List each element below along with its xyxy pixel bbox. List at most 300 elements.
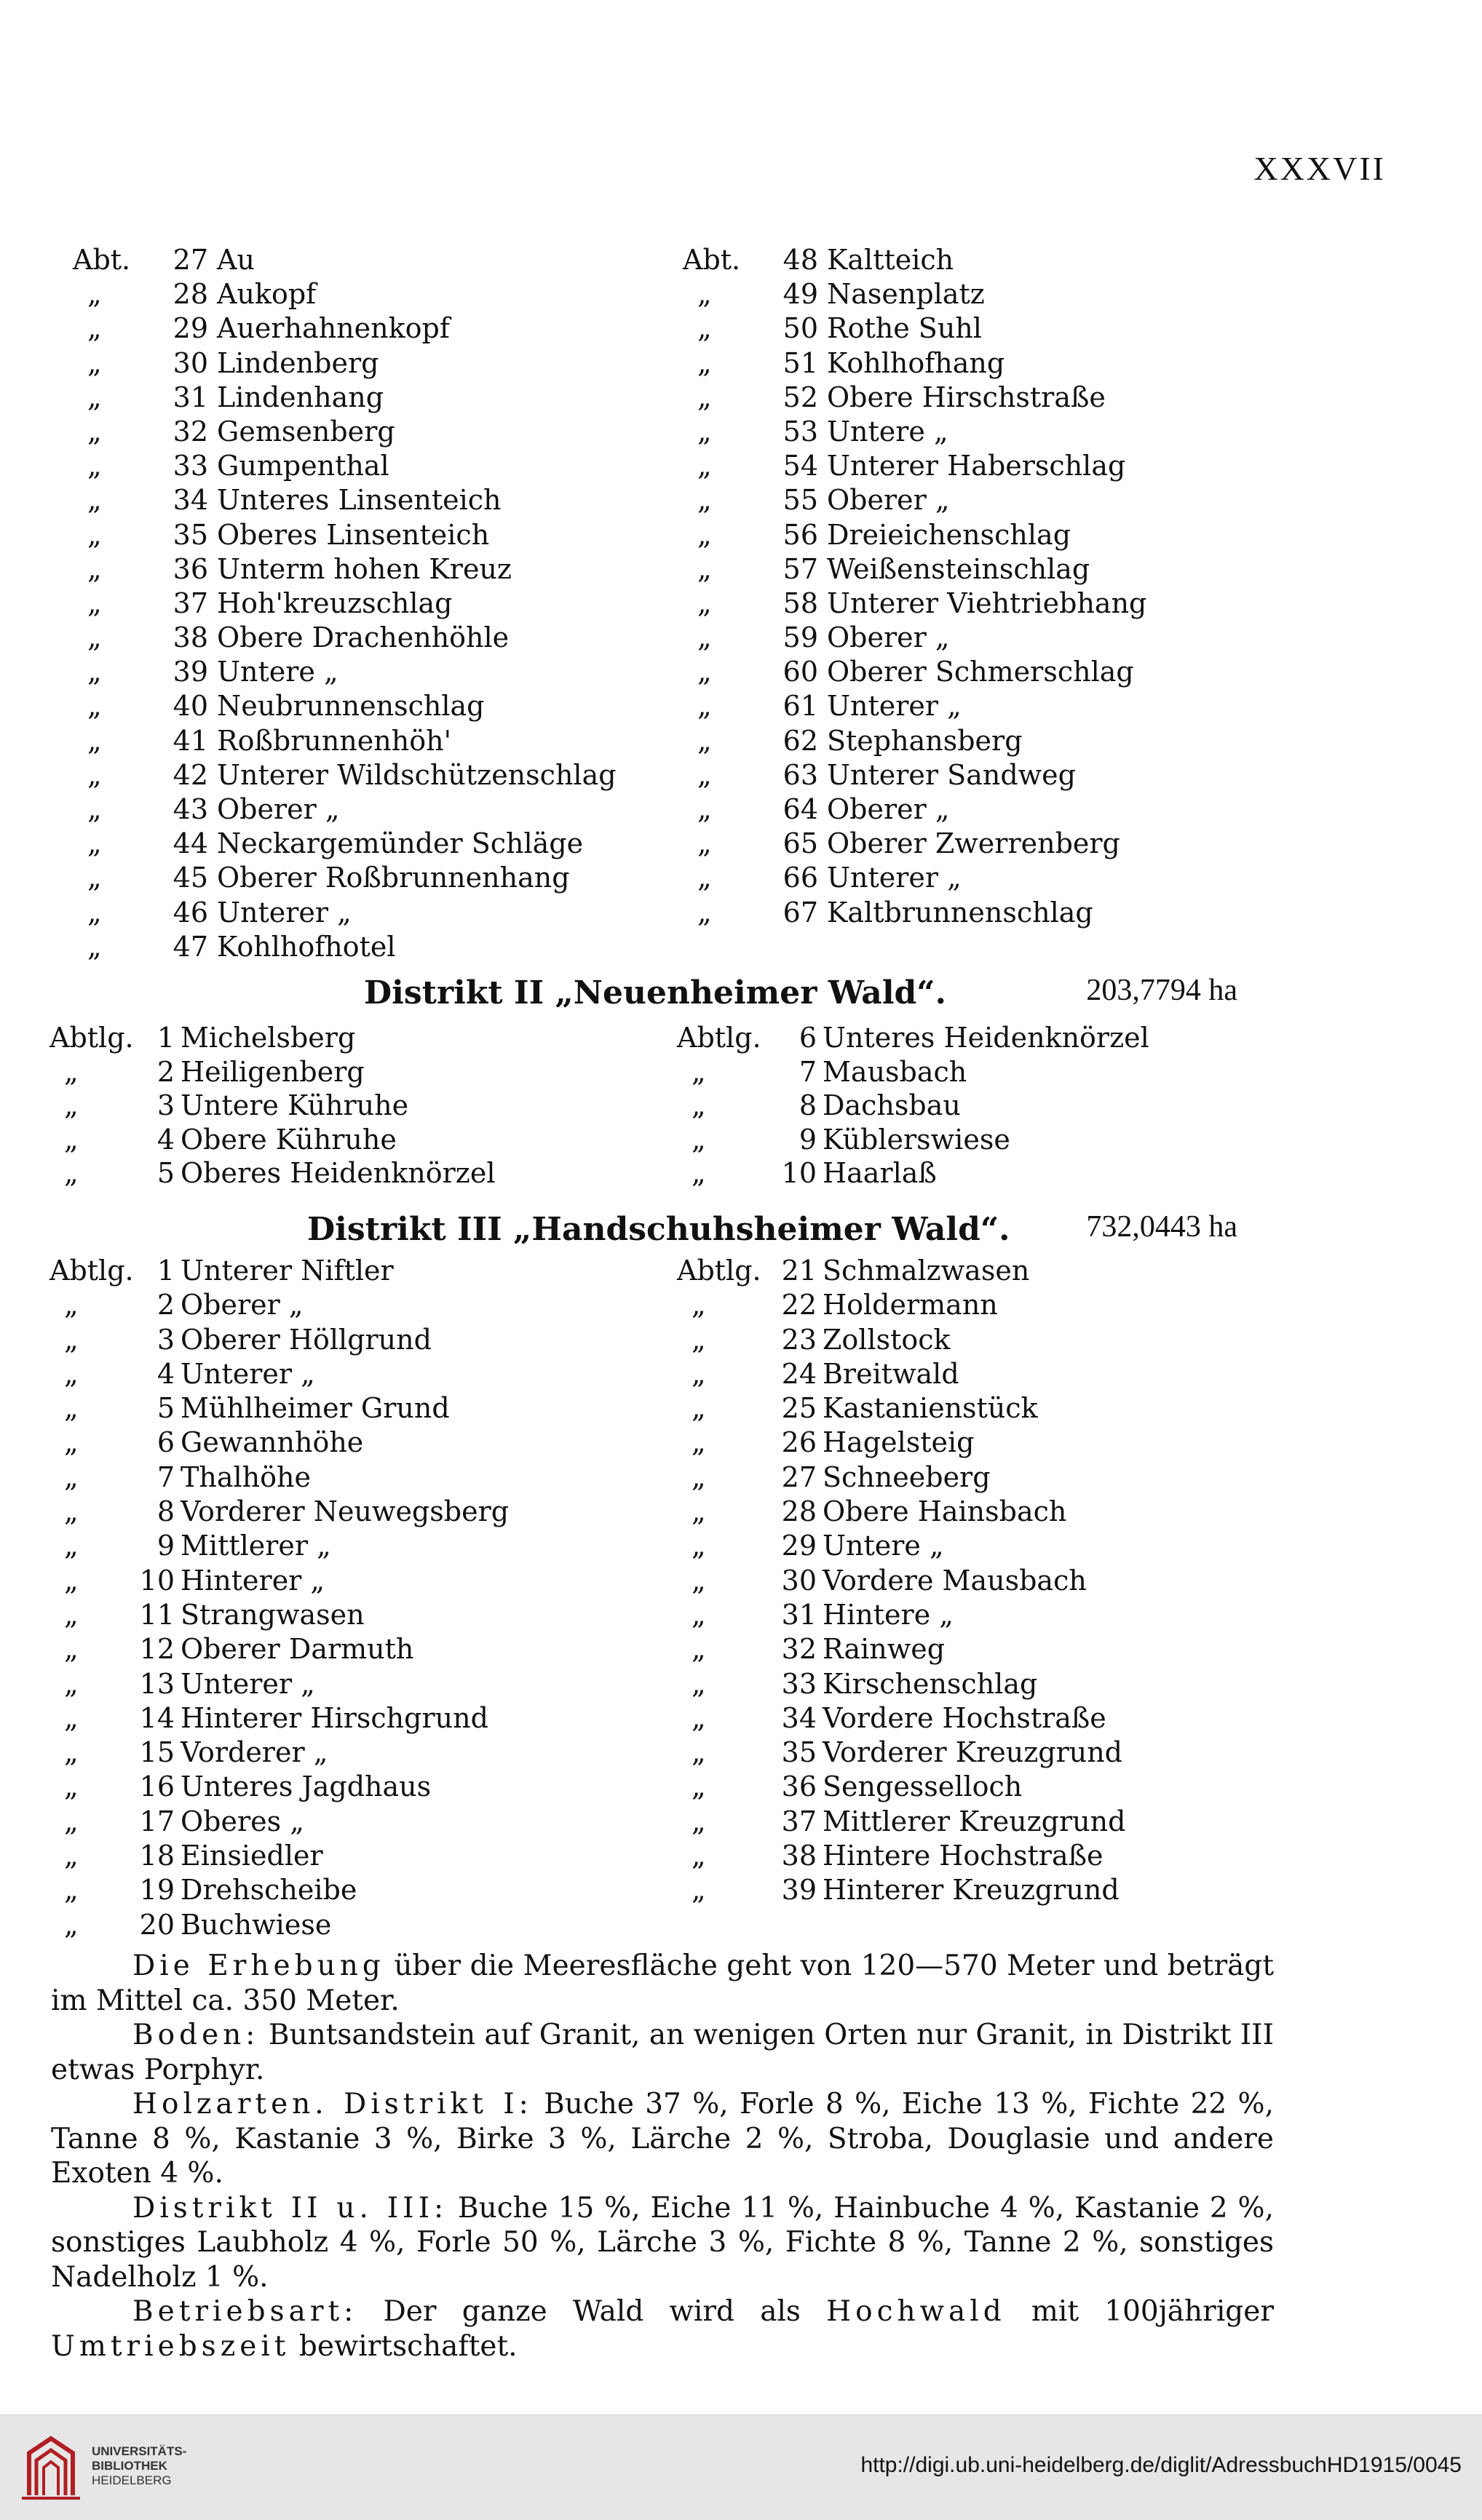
division-name: Unterer Haberschlag xyxy=(827,450,1126,482)
division-prefix: „ xyxy=(87,690,102,723)
division-prefix: „ xyxy=(697,896,712,929)
division-name: Dachsbau xyxy=(823,1089,961,1121)
division-prefix: „ xyxy=(697,690,712,723)
list-item xyxy=(683,759,1265,793)
list-item xyxy=(683,793,1265,827)
list-item xyxy=(49,1530,661,1564)
division-prefix: „ xyxy=(87,587,102,619)
list-item xyxy=(683,450,1265,484)
division-prefix: „ xyxy=(697,587,712,619)
division-name: Untere „ xyxy=(827,415,948,448)
division-number: 63 xyxy=(782,758,818,791)
division-number: 36 xyxy=(173,552,208,585)
boden-label: Boden: xyxy=(132,2019,260,2051)
division-number: 32 xyxy=(173,415,208,448)
division-prefix: „ xyxy=(87,656,102,688)
division-number: 20 xyxy=(139,1908,175,1941)
list-item xyxy=(683,725,1265,759)
division-name: Holdermann xyxy=(823,1289,998,1321)
betrieb-text-d: Umtriebszeit xyxy=(51,2329,290,2363)
list-item xyxy=(49,1022,632,1056)
division-prefix: „ xyxy=(692,1460,706,1493)
list-item xyxy=(677,1324,1274,1358)
division-name: Heiligenberg xyxy=(181,1055,365,1088)
division-name: Kohlhofhotel xyxy=(217,930,396,963)
division-name: Roßbrunnenhöh' xyxy=(217,724,452,757)
holzarten-text-2: Buche 15 %, Eiche 11 %, Hainbuche 4 %, Kastanie 2 %, sonstiges Laubholz 4 %, Forle 50 %, Lärche 3 %, Fichte 8 %, Tanne 2 %, sonstiges Nadelholz 1 %. xyxy=(51,2191,1274,2294)
division-name: Einsiedler xyxy=(181,1840,323,1872)
division-prefix: „ xyxy=(697,278,712,311)
division-prefix: „ xyxy=(64,1598,79,1631)
division-prefix: „ xyxy=(64,1089,79,1121)
list-item xyxy=(677,1530,1274,1564)
holzarten-label: Holzarten. Distrikt I: xyxy=(132,2088,533,2120)
list-item xyxy=(73,519,655,553)
division-prefix: „ xyxy=(64,1460,79,1493)
division-prefix: „ xyxy=(87,621,102,654)
division-name: Schneeberg xyxy=(823,1460,991,1493)
division-prefix: „ xyxy=(692,1530,706,1562)
division-prefix: Abt. xyxy=(683,244,741,276)
division-name: Weißensteinschlag xyxy=(827,552,1090,585)
list-item xyxy=(49,1089,632,1124)
division-name: Unterer „ xyxy=(827,862,962,894)
division-name: Au xyxy=(217,244,255,276)
division-number: 37 xyxy=(173,587,208,619)
list-item xyxy=(677,1874,1274,1908)
division-number: 49 xyxy=(782,278,818,311)
division-number: 27 xyxy=(173,244,208,276)
list-item xyxy=(677,1702,1274,1736)
division-number: 50 xyxy=(782,312,818,345)
division-number: 61 xyxy=(782,690,818,723)
division-number: 47 xyxy=(173,930,208,963)
division-number: 5 xyxy=(156,1157,175,1189)
list-item xyxy=(73,759,655,793)
betrieb-text-e: bewirtschaftet. xyxy=(290,2329,518,2363)
division-number: 42 xyxy=(173,758,208,791)
division-prefix: „ xyxy=(87,827,102,860)
division-name: Oberer Höllgrund xyxy=(181,1323,432,1356)
division-prefix: Abt. xyxy=(73,244,131,276)
division-prefix: „ xyxy=(697,724,712,757)
division-prefix: „ xyxy=(692,1633,706,1666)
distrikt2-title: Distrikt II „Neuenheimer Wald“. xyxy=(364,974,946,1011)
division-prefix: „ xyxy=(87,312,102,345)
division-name: Oberer „ xyxy=(181,1289,304,1321)
division-number: 29 xyxy=(781,1530,817,1562)
division-name: Untere „ xyxy=(823,1530,944,1562)
paragraph-erhebung xyxy=(51,1949,1274,2018)
division-prefix: „ xyxy=(697,450,712,482)
list-item xyxy=(49,1770,661,1805)
distrikt2-left-column xyxy=(49,1022,632,1191)
division-prefix: „ xyxy=(692,1874,706,1907)
division-number: 21 xyxy=(781,1255,817,1287)
division-prefix: „ xyxy=(87,278,102,311)
list-item xyxy=(677,1157,1259,1191)
division-prefix: „ xyxy=(64,1840,79,1872)
holzarten-text-1: Buche 37 %, Forle 8 %, Eiche 13 %, Fichte 22 %, Tanne 8 %, Kastanie 3 %, Birke 3 %, Lärche 2 %, Stroba, Douglasie und andere Exoten 4 %. xyxy=(51,2088,1274,2190)
division-number: 64 xyxy=(782,793,818,825)
division-name: Unterer Sandweg xyxy=(827,758,1076,791)
division-number: 12 xyxy=(139,1633,175,1666)
list-item xyxy=(683,278,1265,312)
division-number: 14 xyxy=(139,1701,175,1734)
division-number: 9 xyxy=(156,1530,175,1562)
division-prefix: „ xyxy=(64,1357,79,1390)
division-number: 43 xyxy=(173,793,208,825)
erhebung-label: Die Erhebung xyxy=(132,1949,385,1982)
division-name: Unterer „ xyxy=(827,690,962,723)
division-number: 56 xyxy=(782,518,818,551)
list-item xyxy=(73,278,655,312)
division-name: Neubrunnenschlag xyxy=(217,690,485,723)
division-name: Vorderer Kreuzgrund xyxy=(823,1736,1123,1769)
division-name: Haarlaß xyxy=(823,1157,937,1189)
list-item xyxy=(677,1461,1274,1495)
division-name: Breitwald xyxy=(823,1357,959,1390)
division-number: 27 xyxy=(781,1460,817,1493)
division-number: 44 xyxy=(173,827,208,860)
list-item xyxy=(677,1358,1274,1392)
list-item xyxy=(677,1495,1274,1530)
boden-text: Buntsandstein auf Granit, an wenigen Orten nur Granit, in Distrikt III etwas Porphyr. xyxy=(51,2019,1274,2086)
division-number: 59 xyxy=(782,621,818,654)
list-item xyxy=(677,1599,1274,1633)
holzarten-2-label: Distrikt II u. III: xyxy=(132,2191,448,2225)
division-name: Buchwiese xyxy=(181,1908,332,1941)
list-item xyxy=(49,1289,661,1323)
division-number: 38 xyxy=(781,1840,817,1872)
division-number: 24 xyxy=(781,1357,817,1390)
list-item xyxy=(677,1633,1274,1667)
library-line-3: HEIDELBERG xyxy=(92,2473,172,2487)
division-number: 17 xyxy=(139,1805,175,1837)
division-prefix: „ xyxy=(697,415,712,448)
list-item xyxy=(49,1805,661,1840)
division-prefix: „ xyxy=(692,1055,706,1088)
division-prefix: „ xyxy=(87,724,102,757)
division-number: 13 xyxy=(139,1667,175,1700)
division-name: Strangwasen xyxy=(181,1598,365,1631)
division-number: 32 xyxy=(781,1633,817,1666)
division-name: Rainweg xyxy=(823,1633,946,1666)
division-name: Thalhöhe xyxy=(181,1460,311,1493)
list-item xyxy=(49,1909,661,1943)
list-item xyxy=(677,1840,1274,1874)
division-number: 57 xyxy=(782,552,818,585)
division-number: 39 xyxy=(173,656,208,688)
division-name: Vorderer „ xyxy=(181,1736,328,1769)
division-number: 54 xyxy=(782,450,818,482)
list-item xyxy=(73,931,655,965)
division-prefix: „ xyxy=(692,1667,706,1700)
division-number: 8 xyxy=(799,1089,817,1121)
division-number: 34 xyxy=(781,1701,817,1734)
division-name: Oberer Roßbrunnenhang xyxy=(217,862,570,894)
list-item xyxy=(683,347,1265,381)
distrikt3-area: 732,0443 ha xyxy=(1086,1210,1237,1244)
library-line-1: UNIVERSITÄTS- xyxy=(92,2444,187,2458)
division-prefix: „ xyxy=(64,1055,79,1088)
division-number: 62 xyxy=(782,724,818,757)
division-name: Kohlhofhang xyxy=(827,346,1005,379)
division-name: Kirschenschlag xyxy=(823,1667,1038,1700)
division-name: Nasenplatz xyxy=(827,278,985,311)
list-item xyxy=(73,621,655,656)
division-name: Schmalzwasen xyxy=(823,1255,1030,1287)
list-item xyxy=(73,416,655,450)
list-item xyxy=(683,587,1265,621)
list-item xyxy=(73,381,655,416)
division-number: 8 xyxy=(156,1495,175,1528)
division-name: Untere „ xyxy=(217,656,338,688)
division-prefix: „ xyxy=(87,896,102,929)
division-prefix: „ xyxy=(64,1564,79,1597)
university-library-logo-icon xyxy=(15,2431,87,2504)
division-name: Oberes „ xyxy=(181,1805,304,1837)
list-item xyxy=(683,519,1265,553)
list-item xyxy=(683,312,1265,346)
division-number: 10 xyxy=(781,1157,817,1189)
division-name: Obere Hainsbach xyxy=(823,1495,1067,1528)
division-prefix: „ xyxy=(64,1701,79,1734)
division-prefix: „ xyxy=(697,518,712,551)
division-prefix: „ xyxy=(87,484,102,517)
division-name: Kaltteich xyxy=(827,244,954,276)
division-name: Mausbach xyxy=(823,1055,967,1088)
division-number: 3 xyxy=(156,1323,175,1356)
list-item xyxy=(683,656,1265,690)
division-number: 60 xyxy=(782,656,818,688)
paragraph-betrieb xyxy=(51,2294,1274,2364)
division-prefix: „ xyxy=(692,1157,706,1189)
division-name: Vorderer Neuwegsberg xyxy=(181,1495,510,1528)
list-item xyxy=(683,484,1265,518)
division-number: 45 xyxy=(173,862,208,894)
division-prefix: „ xyxy=(87,381,102,413)
list-item xyxy=(677,1668,1274,1702)
division-number: 10 xyxy=(139,1564,175,1597)
division-name: Unterer Wildschützenschlag xyxy=(217,758,617,791)
division-number: 30 xyxy=(173,346,208,379)
division-name: Hagelsteig xyxy=(823,1426,975,1459)
division-prefix: „ xyxy=(64,1157,79,1189)
division-number: 41 xyxy=(173,724,208,757)
list-item xyxy=(73,312,655,346)
division-name: Sengesselloch xyxy=(823,1770,1023,1803)
division-prefix: „ xyxy=(692,1805,706,1837)
division-prefix: „ xyxy=(692,1357,706,1390)
list-item xyxy=(677,1736,1274,1770)
division-number: 18 xyxy=(139,1840,175,1872)
division-number: 58 xyxy=(782,587,818,619)
division-number: 22 xyxy=(781,1289,817,1321)
list-item xyxy=(49,1874,661,1908)
division-number: 55 xyxy=(782,484,818,517)
division-number: 65 xyxy=(782,827,818,860)
division-name: Gumpenthal xyxy=(217,450,389,482)
division-name: Kastanienstück xyxy=(823,1392,1038,1425)
division-name: Hintere Hochstraße xyxy=(823,1840,1103,1872)
distrikt1-left-column xyxy=(73,244,655,965)
division-prefix: „ xyxy=(692,1564,706,1597)
betrieb-text-a: Der ganze Wald wird als xyxy=(357,2295,827,2328)
division-number: 2 xyxy=(156,1055,175,1088)
division-prefix: „ xyxy=(64,1392,79,1425)
list-item xyxy=(73,862,655,896)
division-prefix: „ xyxy=(697,827,712,860)
division-number: 4 xyxy=(156,1357,175,1390)
division-prefix: „ xyxy=(64,1495,79,1528)
list-item xyxy=(677,1289,1274,1323)
list-item xyxy=(73,897,655,931)
division-name: Oberer Schmerschlag xyxy=(827,656,1134,688)
division-number: 29 xyxy=(173,312,208,345)
division-prefix: „ xyxy=(692,1736,706,1769)
division-prefix: Abtlg. xyxy=(677,1022,761,1054)
erhebung-text: über die Meeresfläche geht von 120—570 Meter und beträgt im Mittel ca. 350 Meter. xyxy=(51,1949,1274,2017)
division-number: 3 xyxy=(156,1089,175,1121)
list-item xyxy=(73,450,655,484)
list-item xyxy=(73,827,655,862)
division-number: 67 xyxy=(782,896,818,929)
list-item xyxy=(73,690,655,724)
division-name: Rothe Suhl xyxy=(827,312,982,345)
list-item xyxy=(677,1124,1259,1158)
list-item xyxy=(677,1805,1274,1840)
list-item xyxy=(49,1461,661,1495)
division-name: Oberes Linsenteich xyxy=(217,518,490,551)
list-item xyxy=(49,1668,661,1702)
library-line-2: BIBLIOTHEK xyxy=(92,2459,167,2473)
division-name: Unteres Linsenteich xyxy=(217,484,502,517)
distrikt2-right-column xyxy=(677,1022,1259,1191)
division-name: Kaltbrunnenschlag xyxy=(827,896,1093,929)
division-prefix: „ xyxy=(697,758,712,791)
betrieb-text-c: mit 100jähriger xyxy=(1005,2295,1274,2328)
division-prefix: „ xyxy=(692,1495,706,1528)
paragraph-holzarten-2 xyxy=(51,2191,1274,2295)
division-name: Unterer „ xyxy=(217,896,352,929)
division-number: 6 xyxy=(156,1426,175,1459)
division-name: Unterer „ xyxy=(181,1667,315,1700)
division-name: Lindenberg xyxy=(217,346,379,379)
division-number: 15 xyxy=(139,1736,175,1769)
division-name: Oberer „ xyxy=(827,621,950,654)
division-prefix: „ xyxy=(87,758,102,791)
division-number: 25 xyxy=(781,1392,817,1425)
division-number: 7 xyxy=(799,1055,817,1088)
division-number: 31 xyxy=(173,381,208,413)
division-name: Zollstock xyxy=(823,1323,951,1356)
division-prefix: Abtlg. xyxy=(49,1255,134,1287)
division-prefix: „ xyxy=(64,1426,79,1459)
division-name: Mittlerer „ xyxy=(181,1530,331,1562)
division-name: Oberer Darmuth xyxy=(181,1633,414,1666)
division-name: Küblerswiese xyxy=(823,1123,1010,1156)
list-item xyxy=(683,244,1265,278)
division-number: 19 xyxy=(139,1874,175,1907)
division-name: Obere Hirschstraße xyxy=(827,381,1106,413)
division-prefix: „ xyxy=(697,552,712,585)
division-name: Mittlerer Kreuzgrund xyxy=(823,1805,1126,1837)
division-prefix: „ xyxy=(692,1701,706,1734)
division-number: 36 xyxy=(781,1770,817,1803)
source-url-link[interactable]: http://digi.ub.uni-heidelberg.de/diglit/AdressbuchHD1915/0045 xyxy=(860,2453,1462,2477)
division-prefix: „ xyxy=(87,346,102,379)
paragraph-holzarten-1 xyxy=(51,2087,1274,2191)
list-item xyxy=(49,1056,632,1090)
list-item xyxy=(683,827,1265,862)
list-item xyxy=(683,416,1265,450)
division-number: 23 xyxy=(781,1323,817,1356)
division-number: 35 xyxy=(173,518,208,551)
division-prefix: „ xyxy=(692,1770,706,1803)
division-prefix: „ xyxy=(697,484,712,517)
division-number: 1 xyxy=(156,1255,175,1287)
division-prefix: „ xyxy=(64,1736,79,1769)
list-item xyxy=(683,862,1265,896)
division-name: Unterer „ xyxy=(181,1357,315,1390)
list-item xyxy=(677,1089,1259,1124)
list-item xyxy=(73,553,655,587)
division-name: Oberer „ xyxy=(217,793,340,825)
division-number: 28 xyxy=(173,278,208,311)
division-prefix: „ xyxy=(64,1530,79,1562)
division-prefix: „ xyxy=(64,1667,79,1700)
division-name: Oberer Zwerrenberg xyxy=(827,827,1120,860)
division-name: Obere Kühruhe xyxy=(181,1123,397,1156)
division-prefix: „ xyxy=(87,415,102,448)
list-item xyxy=(49,1633,661,1667)
division-number: 5 xyxy=(156,1392,175,1425)
division-number: 30 xyxy=(781,1564,817,1597)
division-prefix: „ xyxy=(64,1874,79,1907)
list-item xyxy=(683,897,1265,931)
list-item xyxy=(49,1840,661,1874)
list-item xyxy=(49,1736,661,1770)
division-prefix: „ xyxy=(87,552,102,585)
list-item xyxy=(677,1056,1259,1090)
list-item xyxy=(683,381,1265,416)
division-prefix: „ xyxy=(692,1123,706,1156)
distrikt2-area: 203,7794 ha xyxy=(1086,974,1237,1007)
division-prefix: „ xyxy=(697,312,712,345)
division-prefix: „ xyxy=(64,1908,79,1941)
list-item xyxy=(49,1426,661,1460)
division-number: 35 xyxy=(781,1736,817,1769)
betrieb-label: Betriebsart: xyxy=(132,2295,358,2328)
list-item xyxy=(683,621,1265,656)
division-name: Michelsberg xyxy=(181,1022,356,1054)
division-name: Stephansberg xyxy=(827,724,1023,757)
list-item xyxy=(49,1702,661,1736)
list-item xyxy=(677,1770,1274,1805)
division-prefix: „ xyxy=(697,793,712,825)
division-name: Oberes Heidenknörzel xyxy=(181,1157,496,1189)
division-name: Auerhahnenkopf xyxy=(217,312,450,345)
division-name: Gemsenberg xyxy=(217,415,395,448)
division-prefix: „ xyxy=(692,1289,706,1321)
list-item xyxy=(677,1392,1274,1426)
division-number: 33 xyxy=(781,1667,817,1700)
distrikt3-title: Distrikt III „Handschuhsheimer Wald“. xyxy=(307,1211,1010,1248)
division-number: 28 xyxy=(781,1495,817,1528)
division-name: Hinterer Hirschgrund xyxy=(181,1701,488,1734)
division-name: Untere Kühruhe xyxy=(181,1089,409,1121)
